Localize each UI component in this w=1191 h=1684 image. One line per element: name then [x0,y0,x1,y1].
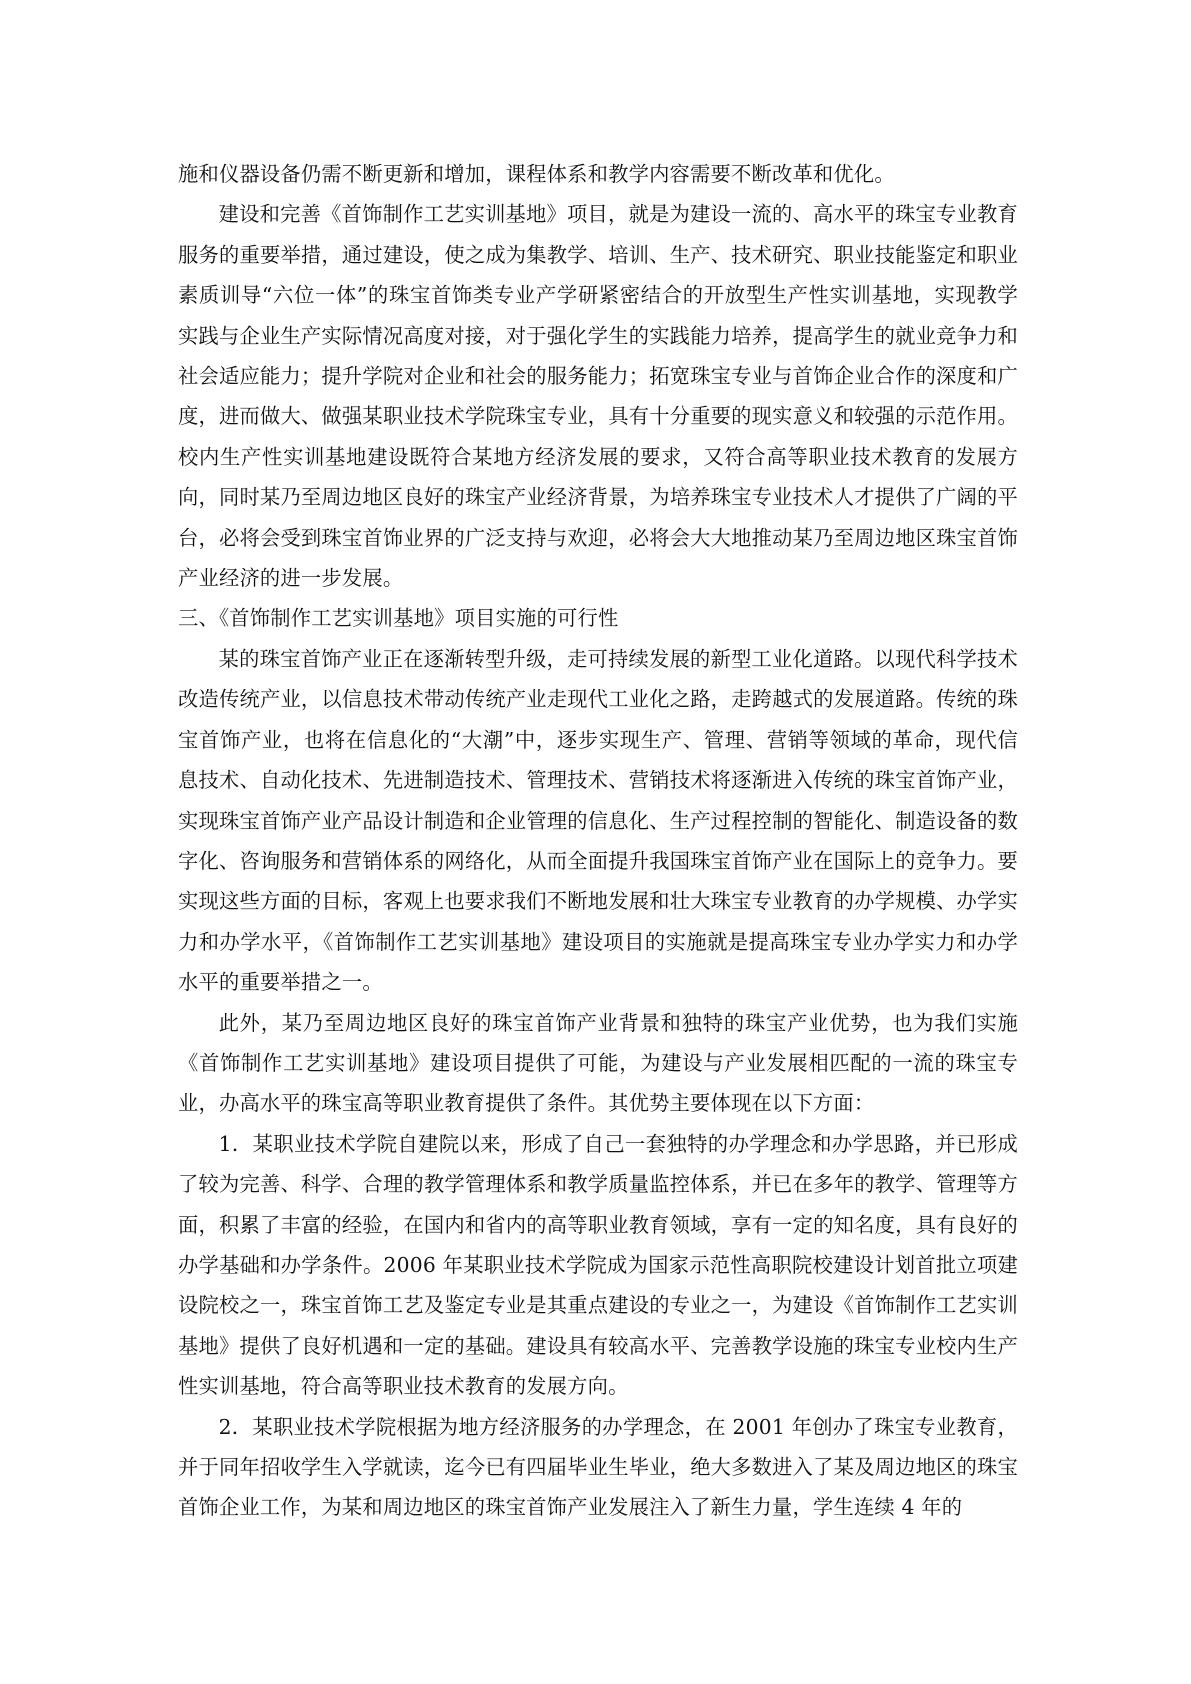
paragraph-regional-advantage: 此外，某乃至周边地区良好的珠宝首饰产业背景和独特的珠宝产业优势，也为我们实施《首饰制作工艺实训基地》建设项目提供了可能，为建设与产业发展相匹配的一流的珠宝专业，办高水平的珠宝高等职业教育提供了条件。其优势主要体现在以下方面： [178,1010,1018,1116]
document-page [178,154,1018,1528]
paragraph-project-significance: 建设和完善《首饰制作工艺实训基地》项目，就是为建设一流的、高水平的珠宝专业教育服务的重要举措，通过建设，使之成为集教学、培训、生产、技术研究、职业技能鉴定和职业素质训导“六位一体”的珠宝首饰类专业产学研紧密结合的开放型生产性实训基地，实现教学实践与企业生产实际情况高度对接，对于强化学生的实践能力培养，提高学生的就业竞争力和社会适应能力；提升学院对企业和社会的服务能力；拓宽珠宝专业与首饰企业合作的深度和广度，进而做大、做强某职业技术学院珠宝专业，具有十分重要的现实意义和较强的示范作用。校内生产性实训基地建设既符合某地方经济发展的要求，又符合高等职业技术教育的发展方向，同时某乃至周边地区良好的珠宝产业经济背景，为培养珠宝专业技术人才提供了广阔的平台，必将会受到珠宝首饰业界的广泛支持与欢迎，必将会大大地推动某乃至周边地区珠宝首饰产业经济的进一步发展。 [178,202,1018,591]
list-item-2: 2．某职业技术学院根据为地方经济服务的办学理念，在 2001 年创办了珠宝专业教育，并于同年招收学生入学就读，迄今已有四届毕业生毕业，绝大多数进入了某及周边地区的珠宝首饰企业工作，为某和周边地区的珠宝首饰产业发展注入了新生力量，学生连续 4 年的 [178,1414,1018,1520]
paragraph-industry-transformation: 某的珠宝首饰产业正在逐渐转型升级，走可持续发展的新型工业化道路。以现代科学技术改造传统产业，以信息技术带动传统产业走现代工业化之路，走跨越式的发展道路。传统的珠宝首饰产业，也将在信息化的“大潮”中，逐步实现生产、管理、营销等领域的革命，现代信息技术、自动化技术、先进制造技术、管理技术、营销技术将逐渐进入传统的珠宝首饰产业，实现珠宝首饰产业产品设计制造和企业管理的信息化、生产过程控制的智能化、制造设备的数字化、咨询服务和营销体系的网络化，从而全面提升我国珠宝首饰产业在国际上的竞争力。要实现这些方面的目标，客观上也要求我们不断地发展和壮大珠宝专业教育的办学规模、办学实力和办学水平，《首饰制作工艺实训基地》建设项目的实施就是提高珠宝专业办学实力和办学水平的重要举措之一。 [178,646,1018,995]
section-heading-feasibility: 三、《首饰制作工艺实训基地》项目实施的可行性 [178,606,619,631]
list-item-1: 1．某职业技术学院自建院以来，形成了自己一套独特的办学理念和办学思路，并已形成了较为完善、科学、合理的教学管理体系和教学质量监控体系，并已在多年的教学、管理等方面，积累了丰富的经验，在国内和省内的高等职业教育领域，享有一定的知名度，具有良好的办学基础和办学条件。2006 年某职业技术学院成为国家示范性高职院校建设计划首批立项建设院校之一，珠宝首饰工艺及鉴定专业是其重点建设的专业之一，为建设《首饰制作工艺实训基地》提供了良好机遇和一定的基础。建设具有较高水平、完善教学设施的珠宝专业校内生产性实训基地，符合高等职业技术教育的发展方向。 [178,1131,1018,1399]
paragraph-continuation: 施和仪器设备仍需不断更新和增加，课程体系和教学内容需要不断改革和优化。 [178,162,895,186]
